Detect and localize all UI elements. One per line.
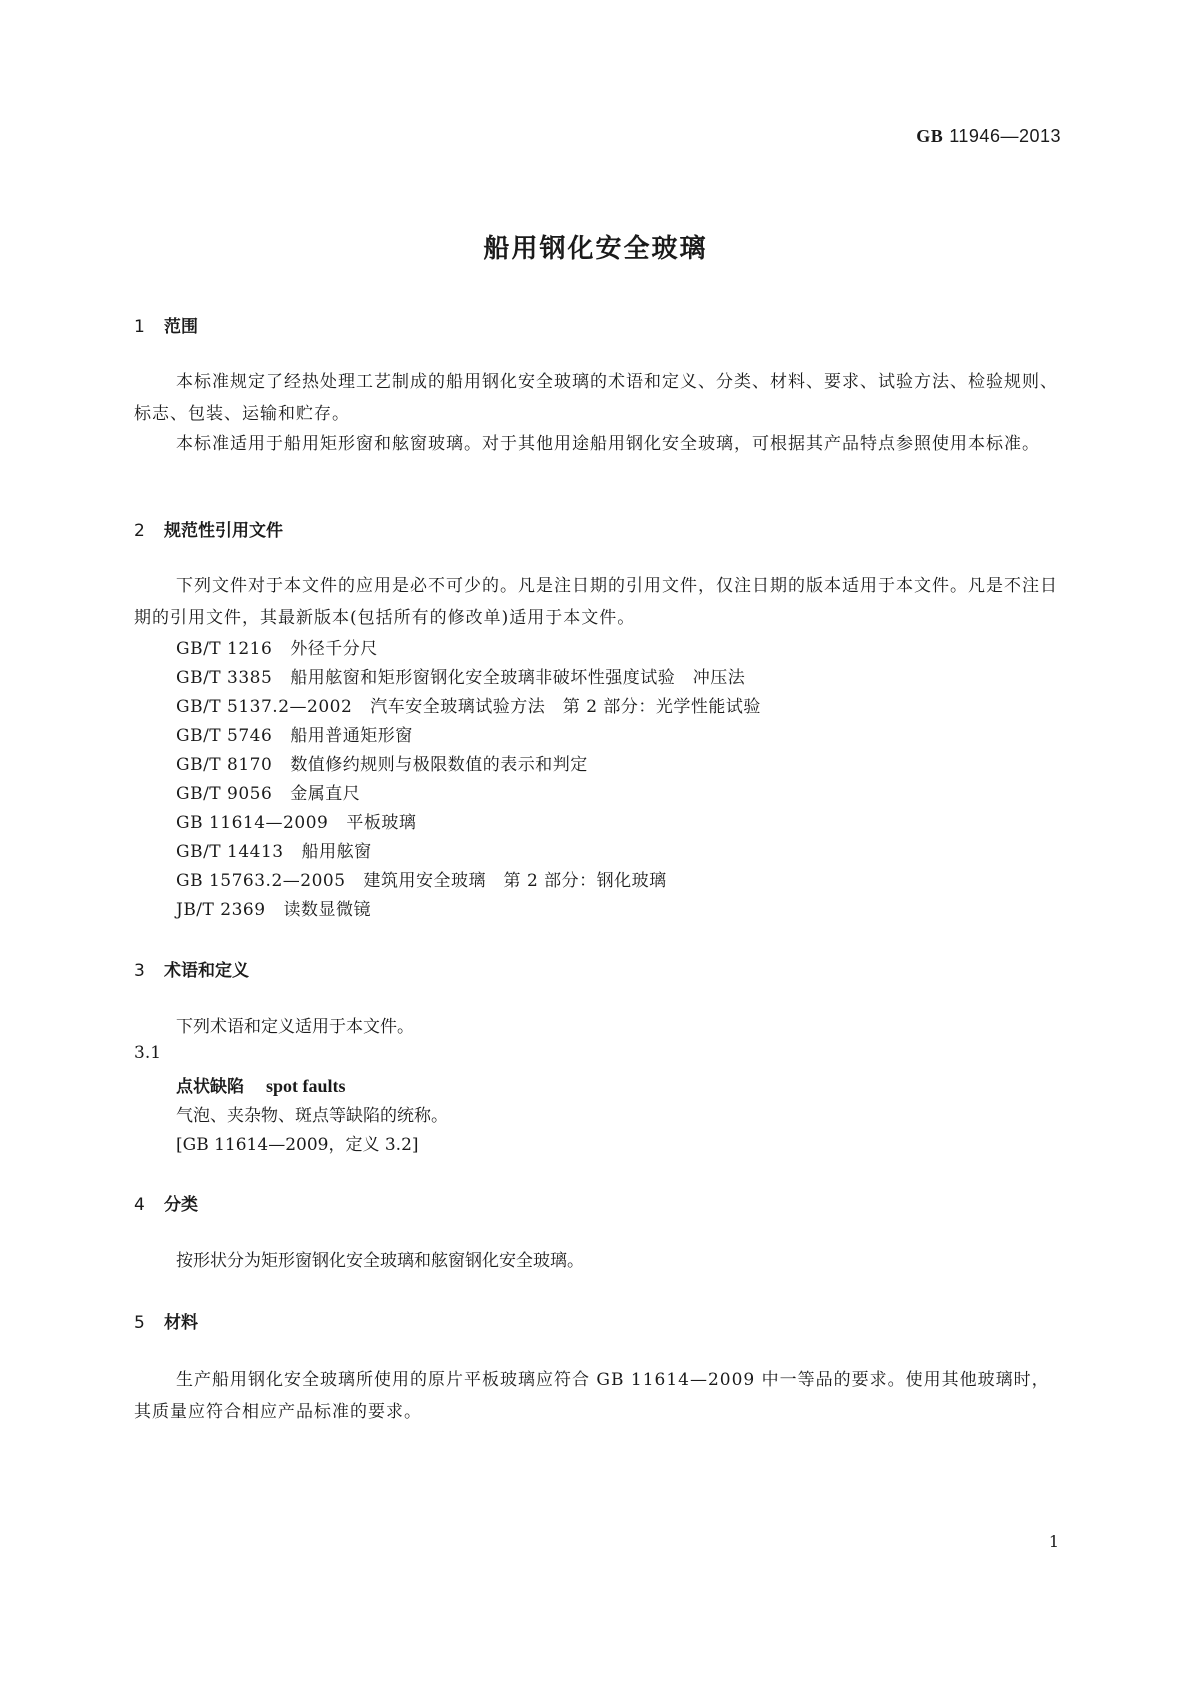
section-5-text: 生产船用钢化安全玻璃所使用的原片平板玻璃应符合 GB 11614—2009 中一等品的要求。使用其他玻璃时，其质量应符合相应产品标准的要求。 [134, 1370, 1050, 1422]
section-5-heading: 5 材料 [134, 1313, 198, 1333]
reference-item: GB/T 1216 外径千分尺 [176, 639, 378, 659]
section-2-heading: 2 规范性引用文件 [134, 521, 283, 541]
document-number [916, 126, 1061, 147]
section-1-paragraph-2: 本标准适用于船用矩形窗和舷窗玻璃。对于其他用途船用钢化安全玻璃，可根据其产品特点参照使用本标准。 [176, 434, 1040, 454]
reference-item: GB/T 3385 船用舷窗和矩形窗钢化安全玻璃非破坏性强度试验 冲压法 [176, 668, 746, 688]
term-number: 3.1 [134, 1043, 162, 1063]
section-4-text: 按形状分为矩形窗钢化安全玻璃和舷窗钢化安全玻璃。 [176, 1251, 584, 1271]
section-2-intro: 下列文件对于本文件的应用是必不可少的。凡是注日期的引用文件，仅注日期的版本适用于本文件。凡是不注日期的引用文件，其最新版本(包括所有的修改单)适用于本文件。 [134, 576, 1058, 628]
reference-item: JB/T 2369 读数显微镜 [176, 900, 372, 920]
section-1-heading: 1 范围 [134, 317, 198, 337]
section-3-intro: 下列术语和定义适用于本文件。 [176, 1017, 414, 1037]
reference-item: GB 15763.2—2005 建筑用安全玻璃 第 2 部分：钢化玻璃 [176, 871, 667, 891]
page-number: 1 [1048, 1532, 1059, 1551]
term-definition: 气泡、夹杂物、斑点等缺陷的统称。 [176, 1106, 448, 1126]
section-3-heading: 3 术语和定义 [134, 961, 249, 981]
reference-item: GB/T 5746 船用普通矩形窗 [176, 726, 413, 746]
reference-item: GB/T 5137.2—2002 汽车安全玻璃试验方法 第 2 部分：光学性能试验 [176, 697, 761, 717]
doc-number-value: 11946—2013 [949, 126, 1061, 146]
section-1-paragraph-1: 本标准规定了经热处理工艺制成的船用钢化安全玻璃的术语和定义、分类、材料、要求、试验方法、检验规则、标志、包装、运输和贮存。 [134, 372, 1058, 424]
section-4-heading: 4 分类 [134, 1195, 198, 1215]
doc-prefix: GB [916, 126, 944, 146]
reference-item: GB 11614—2009 平板玻璃 [176, 813, 417, 833]
reference-item: GB/T 14413 船用舷窗 [176, 842, 372, 862]
term-heading: 点状缺陷 spot faults [176, 1076, 346, 1097]
reference-item: GB/T 9056 金属直尺 [176, 784, 361, 804]
page-title: 船用钢化安全玻璃 [483, 234, 708, 264]
reference-item: GB/T 8170 数值修约规则与极限数值的表示和判定 [176, 755, 588, 775]
term-source: [GB 11614—2009，定义 3.2] [176, 1135, 419, 1155]
